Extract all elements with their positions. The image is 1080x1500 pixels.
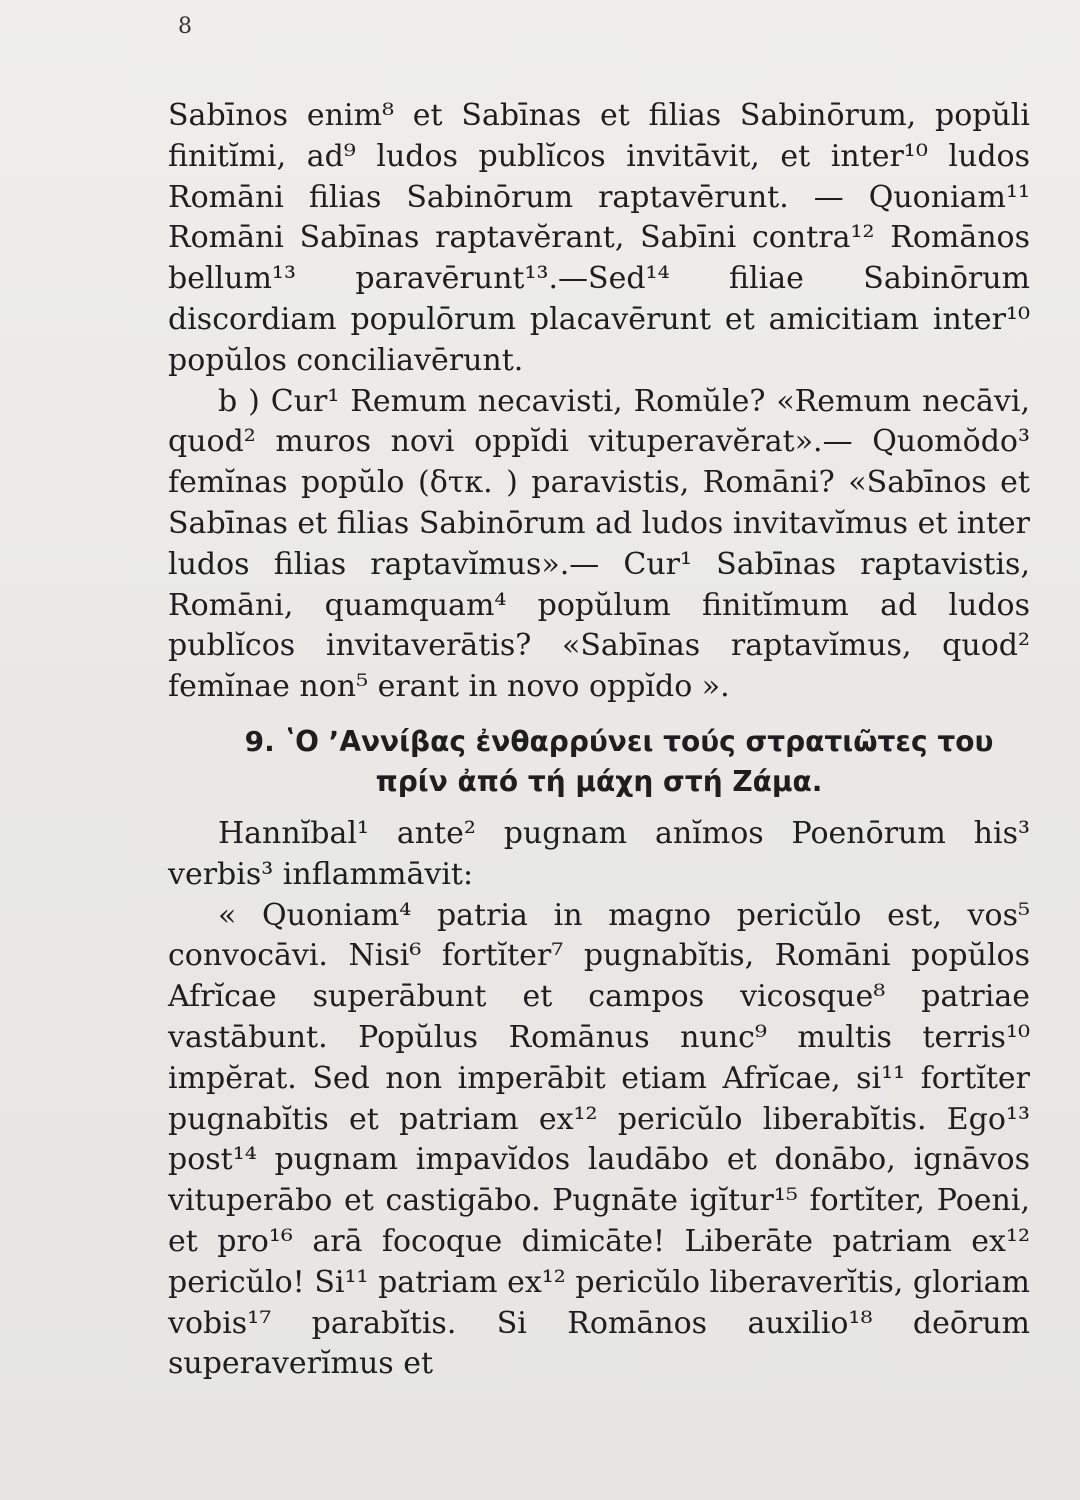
heading-line-2: πρίν ἀπό τή μάχη στή Ζάμα. <box>375 764 823 798</box>
page-text <box>168 96 1030 1385</box>
paragraph-hannibal-speech: « Quoniam⁴ patria in magno pericŭlo est, vos⁵ convocāvi. Nisi⁶ fortĭter⁷ pugnabĭtis, Romāni popŭlos Afrĭcae superābunt et campos vicosque⁸ patriae vastābunt. Popŭlus Romānus nunc⁹ multis terris¹⁰ impĕrat. Sed non imperābit etiam Afrĭcae, si¹¹ fortĭter pugnabĭtis et patriam ex¹² pericŭlo liberabĭtis. Ego¹³ post¹⁴ pugnam impavĭdos laudābo et donābo, ignāvos vituperābo et castigābo. Pugnāte igĭtur¹⁵ fortĭter, Poeni, et pro¹⁶ arā focoque dimicāte! Liberāte patriam ex¹² pericŭlo! Si¹¹ patriam ex¹² pericŭlo liberaverĭtis, gloriam vobis¹⁷ parabĭtis. Si Romānos auxilio¹⁸ deōrum superaverĭmus et <box>168 897 1030 1382</box>
heading-line-1: 9. ʽΟ ʼΑννίβας ἐνθαρρύνει τούς στρατιῶτες του <box>244 724 994 758</box>
paragraph-sabines-a: Sabīnos enim⁸ et Sabīnas et filias Sabinōrum, popŭli finitĭmi, ad⁹ ludos publĭcos invitāvit, et inter¹⁰ ludos Romāni filias Sabinōrum raptavērunt. — Quoniam¹¹ Romāni Sabīnas raptavĕrant, Sabīni contra¹² Romānos bellum¹³ paravērunt¹³.—Sed¹⁴ filiae Sabinōrum discordiam populōrum placavērunt et amicitiam inter¹⁰ popŭlos conciliavērunt. <box>168 98 1030 378</box>
section-heading <box>168 722 1030 802</box>
page-number: 8 <box>178 14 192 39</box>
paragraph-sabines-b: b ) Cur¹ Remum necavisti, Romŭle? «Remum necāvi, quod² muros novi oppĭdi vituperavĕrat».— Quomŏdo³ femĭnas popŭlo (δτκ. ) paravistis, Romāni? «Sabīnos et Sabīnas et filias Sabinōrum ad ludos invitavĭmus et inter ludos filias raptavĭmus».— Cur¹ Sabīnas raptavistis, Romāni, quamquam⁴ popŭlum finitĭmum ad ludos publĭcos invitaverātis? «Sabīnas raptavĭmus, quod² femĭnae non⁵ erant in novo oppĭdo ». <box>168 383 1030 705</box>
paragraph-hannibal-intro: Hannĭbal¹ ante² pugnam anĭmos Poenōrum his³ verbis³ inflammāvit: <box>168 815 1030 892</box>
